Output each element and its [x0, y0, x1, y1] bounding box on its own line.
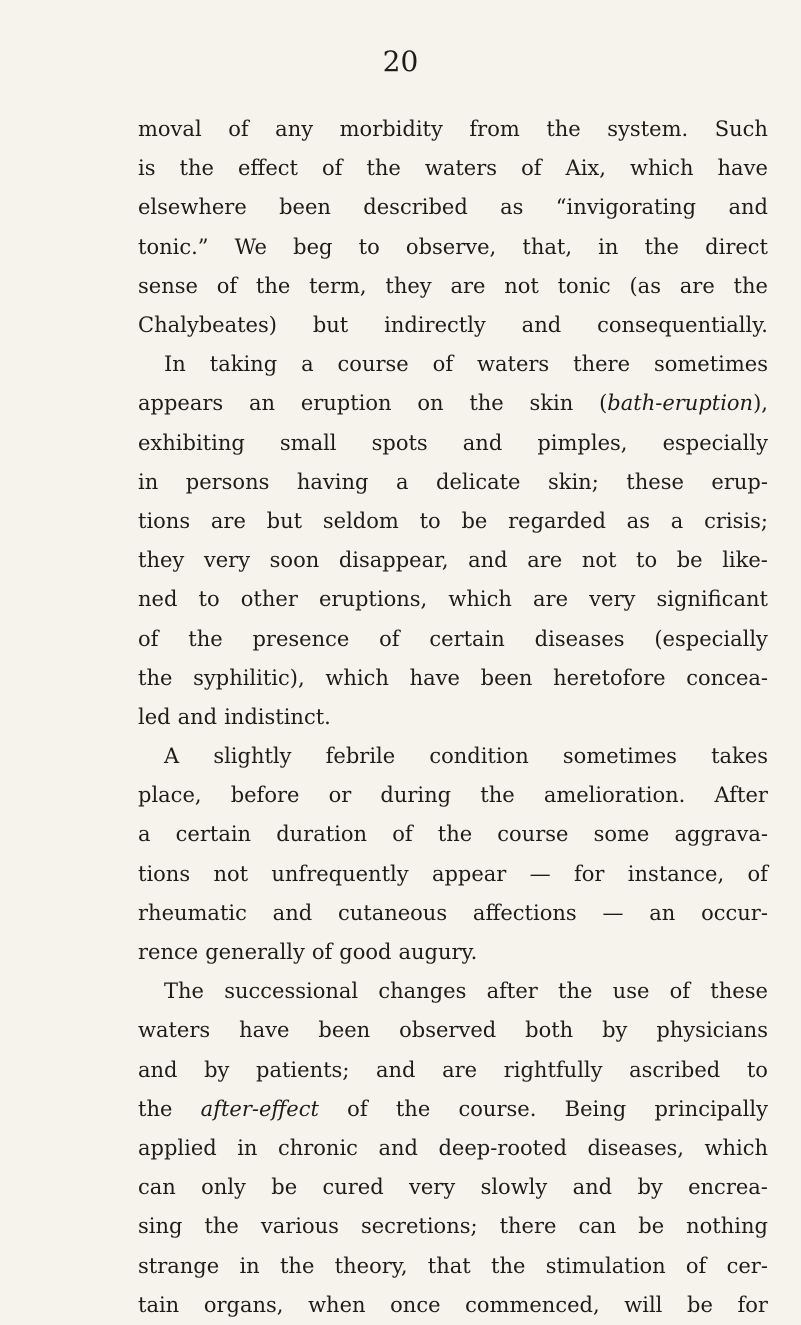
- word: as: [500, 195, 524, 220]
- word: be: [676, 548, 703, 573]
- word: chronic: [277, 1135, 358, 1160]
- word: indistinct.: [224, 704, 331, 729]
- word: and: [521, 313, 562, 338]
- word: a: [138, 822, 151, 847]
- word: before: [230, 783, 300, 808]
- word: waters: [424, 156, 498, 181]
- word: by: [602, 1018, 628, 1043]
- word: the: [138, 665, 173, 690]
- word: in: [237, 1135, 258, 1160]
- word: during: [380, 783, 452, 808]
- word: changes: [378, 979, 467, 1004]
- word: described: [363, 195, 468, 220]
- word: other: [240, 587, 298, 612]
- word: pimples,: [537, 430, 628, 455]
- word: certain: [175, 822, 252, 847]
- text-line: [138, 384, 768, 423]
- word: good: [339, 940, 392, 965]
- word: persons: [185, 469, 270, 494]
- word: amelioration.: [543, 783, 686, 808]
- word: certain: [429, 626, 505, 651]
- word: soon: [269, 548, 320, 573]
- word: be: [271, 1175, 298, 1200]
- text-line: [138, 1207, 768, 1246]
- word: unfrequently: [271, 861, 409, 886]
- word: very: [409, 1175, 456, 1200]
- text-line: [138, 1286, 768, 1325]
- word: syphilitic),: [193, 665, 305, 690]
- word: which: [325, 665, 389, 690]
- word: there: [499, 1214, 557, 1239]
- word: principally: [654, 1096, 768, 1121]
- word: in: [138, 469, 159, 494]
- word: generally: [205, 940, 305, 965]
- word: be: [687, 1292, 713, 1317]
- word: the: [366, 156, 401, 181]
- italic-phrase: bath-eruption: [607, 391, 754, 416]
- word: elsewhere: [138, 195, 247, 220]
- word: an: [248, 391, 276, 416]
- word: a: [301, 352, 314, 377]
- word: they: [138, 548, 185, 573]
- word: which: [629, 156, 694, 181]
- word: term,: [309, 273, 367, 298]
- text-line: [138, 345, 768, 384]
- word: there: [573, 352, 631, 377]
- word: like-: [722, 548, 768, 573]
- word: significant: [656, 587, 768, 612]
- word: ascribed: [629, 1057, 721, 1082]
- word: been: [318, 1018, 371, 1043]
- word: after: [486, 979, 538, 1004]
- text-line: [138, 815, 768, 854]
- word: takes: [711, 744, 768, 769]
- word: observed: [399, 1018, 497, 1043]
- word: an: [649, 900, 676, 925]
- word: consequentially.: [597, 313, 768, 338]
- word: the: [733, 273, 768, 298]
- text-line: [138, 267, 768, 306]
- word: by: [204, 1057, 230, 1082]
- word: the: [437, 822, 473, 847]
- word: morbidity: [339, 117, 443, 142]
- word: delicate: [436, 469, 521, 494]
- word: the: [255, 273, 291, 298]
- word: are: [210, 508, 246, 533]
- word: deep-rooted: [438, 1135, 567, 1160]
- word: tonic: [557, 273, 611, 298]
- word: use: [612, 979, 650, 1004]
- word: having: [296, 469, 369, 494]
- word: course.: [458, 1096, 537, 1121]
- word: once: [390, 1292, 441, 1317]
- word: and: [572, 1175, 613, 1200]
- word: observe,: [405, 234, 497, 259]
- word: or: [328, 783, 352, 808]
- word: the: [469, 391, 504, 416]
- text-line: [138, 1246, 768, 1285]
- word: direct: [705, 234, 768, 259]
- word: Aix,: [565, 156, 606, 181]
- text-line: [138, 188, 768, 227]
- word: and: [376, 1057, 416, 1082]
- word: (as: [629, 273, 661, 298]
- word: have: [717, 156, 768, 181]
- word: and: [272, 900, 313, 925]
- word: for: [574, 861, 605, 886]
- word: can: [578, 1214, 617, 1239]
- text-line: [138, 698, 768, 737]
- word: a: [670, 508, 684, 533]
- word: to: [419, 508, 441, 533]
- word: to: [198, 587, 220, 612]
- word: especially: [662, 430, 768, 455]
- word: small: [279, 430, 337, 455]
- word: stimulation: [545, 1253, 666, 1278]
- word: slightly: [213, 744, 292, 769]
- word: of: [228, 117, 249, 142]
- word: and: [138, 1057, 178, 1082]
- word: system.: [607, 117, 689, 142]
- word: the: [546, 117, 581, 142]
- body-text: [138, 110, 768, 1325]
- word: of: [379, 626, 400, 651]
- text-line: [138, 110, 768, 149]
- text-line: [138, 463, 768, 502]
- word: In: [164, 352, 186, 377]
- word: of: [685, 1253, 707, 1278]
- word: various: [260, 1214, 339, 1239]
- word: these: [710, 979, 768, 1004]
- text-line: [138, 149, 768, 188]
- word: presence: [252, 626, 350, 651]
- word: of: [747, 861, 768, 886]
- word: taking: [209, 352, 278, 377]
- word: “invigorating: [555, 195, 697, 220]
- word: of: [216, 273, 238, 298]
- word: very: [203, 548, 251, 573]
- word: cutaneous: [337, 900, 448, 925]
- word: Such: [714, 117, 768, 142]
- word: tions: [138, 861, 191, 886]
- word: Being: [564, 1096, 627, 1121]
- text-line: [138, 972, 768, 1011]
- text-line: [138, 659, 768, 698]
- text-line: [138, 855, 768, 894]
- word: ned: [138, 587, 178, 612]
- word: and: [468, 548, 508, 573]
- word: aggrava-: [674, 822, 768, 847]
- word: some: [593, 822, 650, 847]
- word: exhibiting: [138, 430, 245, 455]
- word: crisis;: [704, 508, 768, 533]
- word: have: [239, 1018, 290, 1043]
- word: by: [637, 1175, 663, 1200]
- italic-phrase: after-effect: [200, 1096, 319, 1121]
- word: eruptions,: [319, 587, 428, 612]
- word: —: [529, 861, 551, 886]
- word: led: [138, 704, 171, 729]
- word: the: [138, 1096, 173, 1121]
- word: in: [239, 1253, 260, 1278]
- word: The: [164, 979, 204, 1004]
- word: eruption: [300, 391, 392, 416]
- word: in: [598, 234, 619, 259]
- word: are: [450, 273, 486, 298]
- word: been: [279, 195, 331, 220]
- word: that,: [522, 234, 572, 259]
- word: the: [188, 626, 223, 651]
- word: sense: [138, 273, 198, 298]
- word: for: [737, 1292, 768, 1317]
- word: (especially: [654, 626, 768, 651]
- text-line: [138, 306, 768, 345]
- text-line: [138, 541, 768, 580]
- word: and: [462, 430, 503, 455]
- word: A: [164, 744, 180, 769]
- word: of: [311, 940, 333, 965]
- word: spots: [371, 430, 428, 455]
- word: to: [746, 1057, 768, 1082]
- word: the: [204, 1214, 239, 1239]
- word: the: [395, 1096, 431, 1121]
- word: will: [624, 1292, 663, 1317]
- word: tions: [138, 508, 191, 533]
- word: skin;: [547, 469, 599, 494]
- word: successional: [224, 979, 359, 1004]
- word: We: [234, 234, 267, 259]
- word: only: [201, 1175, 246, 1200]
- word: waters: [138, 1018, 211, 1043]
- word: physicians: [656, 1018, 768, 1043]
- word: diseases,: [587, 1135, 684, 1160]
- word: and: [728, 195, 768, 220]
- word: of: [392, 822, 413, 847]
- word: appear: [431, 861, 507, 886]
- word: the: [558, 979, 593, 1004]
- word: disappear,: [338, 548, 449, 573]
- word: to: [636, 548, 658, 573]
- word: cer-: [726, 1253, 768, 1278]
- word: applied: [138, 1135, 217, 1160]
- word: patients;: [256, 1057, 350, 1082]
- word: and: [378, 1135, 418, 1160]
- word: the: [179, 156, 214, 181]
- word: can: [138, 1175, 176, 1200]
- word: course: [337, 352, 409, 377]
- word: of: [521, 156, 542, 181]
- word: very: [589, 587, 636, 612]
- word: these: [626, 469, 684, 494]
- word: sometimes: [653, 352, 768, 377]
- word: augury.: [398, 940, 478, 965]
- word: on: [417, 391, 444, 416]
- word: to: [358, 234, 380, 259]
- word: indirectly: [384, 313, 486, 338]
- word: which: [448, 587, 512, 612]
- word: from: [469, 117, 520, 142]
- word: diseases: [534, 626, 625, 651]
- word: After: [714, 783, 768, 808]
- word: of: [432, 352, 454, 377]
- word: affections: [472, 900, 577, 925]
- word: instance,: [627, 861, 725, 886]
- word: of: [669, 979, 691, 1004]
- word: concea-: [686, 665, 768, 690]
- word: organs,: [203, 1292, 284, 1317]
- word: Chalybeates): [138, 313, 277, 338]
- word: been: [480, 665, 533, 690]
- word: but: [266, 508, 303, 533]
- text-line: [138, 737, 768, 776]
- word: the: [491, 1253, 526, 1278]
- word: (bath-eruption),: [599, 391, 768, 416]
- text-line: [138, 228, 768, 267]
- word: not: [581, 548, 617, 573]
- page-number: 20: [382, 45, 419, 78]
- word: when: [308, 1292, 366, 1317]
- word: nothing: [686, 1214, 768, 1239]
- word: [200, 1096, 319, 1121]
- word: seldom: [322, 508, 399, 533]
- word: are: [442, 1057, 478, 1082]
- word: that: [427, 1253, 471, 1278]
- word: have: [409, 665, 460, 690]
- word: be: [638, 1214, 665, 1239]
- word: of: [321, 156, 343, 181]
- word: regarded: [508, 508, 606, 533]
- word: which: [704, 1135, 768, 1160]
- word: not: [504, 273, 539, 298]
- word: heretofore: [553, 665, 666, 690]
- word: condition: [429, 744, 529, 769]
- word: sometimes: [562, 744, 677, 769]
- text-line: [138, 933, 768, 972]
- word: rightfully: [503, 1057, 603, 1082]
- text-line: [138, 1011, 768, 1050]
- word: strange: [138, 1253, 220, 1278]
- word: tonic.”: [138, 234, 209, 259]
- word: beg: [293, 234, 333, 259]
- word: cured: [322, 1175, 384, 1200]
- word: are: [679, 273, 715, 298]
- word: a: [395, 469, 409, 494]
- word: the: [644, 234, 679, 259]
- word: is: [138, 156, 156, 181]
- word: the: [480, 783, 515, 808]
- word: of: [138, 626, 159, 651]
- word: slowly: [480, 1175, 548, 1200]
- text-line: [138, 1168, 768, 1207]
- word: as: [626, 508, 650, 533]
- word: moval: [138, 117, 202, 142]
- word: rheumatic: [138, 900, 247, 925]
- word: course: [497, 822, 569, 847]
- text-line: [138, 1129, 768, 1168]
- word: —: [602, 900, 624, 925]
- word: skin: [529, 391, 574, 416]
- text-line: [138, 502, 768, 541]
- text-line: [138, 424, 768, 463]
- word: duration: [276, 822, 368, 847]
- word: be: [461, 508, 488, 533]
- word: of: [347, 1096, 368, 1121]
- text-line: [138, 776, 768, 815]
- word: theory,: [334, 1253, 408, 1278]
- word: encrea-: [688, 1175, 768, 1200]
- word: any: [275, 117, 314, 142]
- word: effect: [237, 156, 298, 181]
- word: both: [525, 1018, 574, 1043]
- text-line: [138, 1090, 768, 1129]
- word: tain: [138, 1292, 180, 1317]
- word: place,: [138, 783, 202, 808]
- word: but: [312, 313, 349, 338]
- word: not: [213, 861, 249, 886]
- word: erup-: [711, 469, 768, 494]
- word: are: [527, 548, 563, 573]
- word: commenced,: [465, 1292, 600, 1317]
- text-line: [138, 894, 768, 933]
- word: appears: [138, 391, 224, 416]
- word: the: [279, 1253, 315, 1278]
- text-line: [138, 580, 768, 619]
- word: and: [177, 704, 218, 729]
- word: secretions;: [360, 1214, 478, 1239]
- word: sing: [138, 1214, 183, 1239]
- word: waters: [477, 352, 550, 377]
- word: they: [385, 273, 432, 298]
- word: febrile: [325, 744, 396, 769]
- word: occur-: [701, 900, 768, 925]
- text-line: [138, 619, 768, 658]
- word: rence: [138, 940, 199, 965]
- word: are: [533, 587, 569, 612]
- text-line: [138, 1051, 768, 1090]
